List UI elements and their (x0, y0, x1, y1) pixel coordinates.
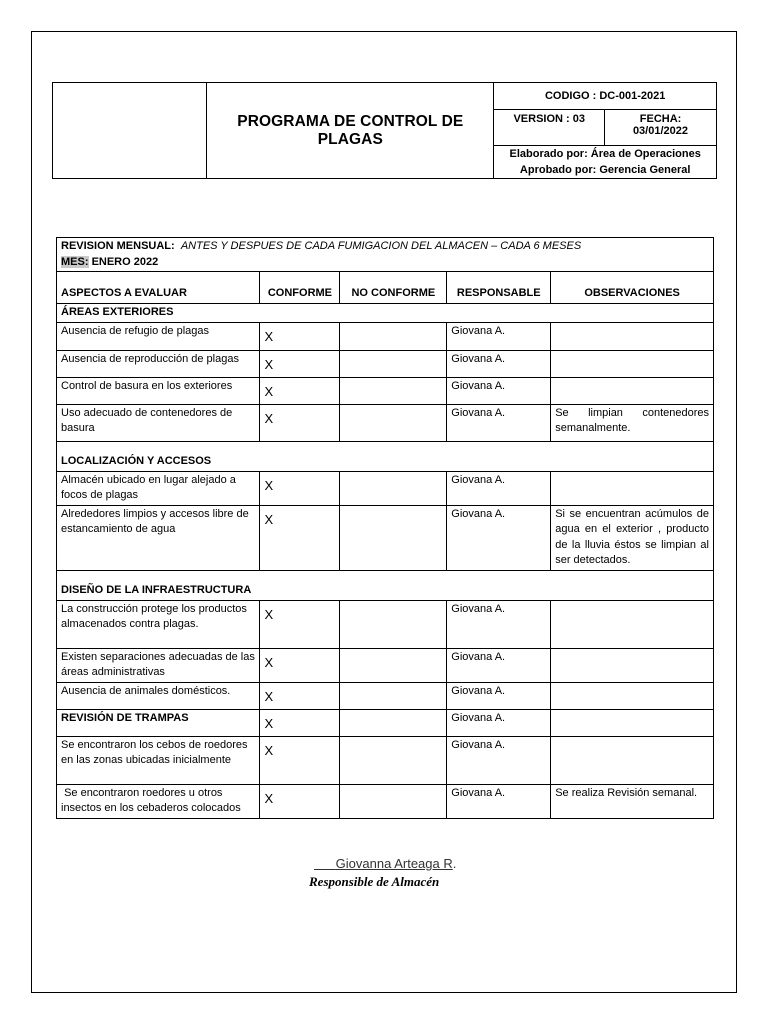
aspect-cell: Se encontraron roedores u otros insectos en los cebaderos colocados (57, 784, 260, 818)
observaciones-cell (551, 648, 714, 682)
responsable-cell: Giovana A. (447, 709, 551, 736)
aspect-cell: Existen separaciones adecuadas de las áreas administrativas (57, 648, 260, 682)
responsable-cell: Giovana A. (447, 648, 551, 682)
responsable-cell: Giovana A. (447, 471, 551, 505)
responsable-cell: Giovana A. (447, 505, 551, 570)
conforme-cell: X (260, 377, 340, 404)
no-conforme-cell (340, 600, 447, 648)
table-row (57, 600, 714, 648)
observaciones-cell (551, 682, 714, 709)
table-row (57, 322, 714, 350)
observaciones-cell (551, 322, 714, 350)
no-conforme-cell (340, 350, 447, 377)
document-version: VERSION : 03 (494, 110, 605, 146)
aspect-cell: Ausencia de animales domésticos. (57, 682, 260, 709)
conforme-cell: X (260, 350, 340, 377)
no-conforme-cell (340, 377, 447, 404)
aspect-cell: Control de basura en los exteriores (57, 377, 260, 404)
table-row (57, 648, 714, 682)
review-description: ANTES Y DESPUES DE CADA FUMIGACION DEL ALMACEN – CADA 6 MESES (180, 240, 582, 252)
no-conforme-cell (340, 682, 447, 709)
table-row (57, 350, 714, 377)
document-title: PROGRAMA DE CONTROL DE PLAGAS (207, 83, 494, 179)
table-row (57, 505, 714, 570)
date-value: 03/01/2022 (632, 125, 688, 137)
review-label: REVISION MENSUAL: (61, 240, 175, 252)
col-responsable: RESPONSABLE (447, 272, 551, 304)
observaciones-cell (551, 471, 714, 505)
conforme-cell: X (260, 322, 340, 350)
responsable-cell: Giovana A. (447, 736, 551, 784)
observaciones-cell (551, 736, 714, 784)
observaciones-cell: Se limpian contenedores semanalmente. (551, 404, 714, 441)
col-conforme: CONFORME (260, 272, 340, 304)
document-code: CODIGO : DC-001-2021 (494, 83, 717, 110)
aspect-cell: Ausencia de reproducción de plagas (57, 350, 260, 377)
conforme-cell: X (260, 471, 340, 505)
table-row (57, 784, 714, 818)
no-conforme-cell (340, 648, 447, 682)
column-header-row (57, 272, 714, 304)
observaciones-cell: Se realiza Revisión semanal. (551, 784, 714, 818)
table-row (57, 377, 714, 404)
responsable-cell: Giovana A. (447, 404, 551, 441)
observaciones-cell (551, 600, 714, 648)
document-header (52, 82, 717, 179)
no-conforme-cell (340, 736, 447, 784)
month-value: ENERO 2022 (91, 255, 159, 268)
table-row (57, 736, 714, 784)
responsable-cell: Giovana A. (447, 322, 551, 350)
aspect-cell: Se encontraron los cebos de roedores en las zonas ubicadas inicialmente (57, 736, 260, 784)
aspect-cell: Uso adecuado de contenedores de basura (57, 404, 260, 441)
observaciones-cell (551, 350, 714, 377)
date-label: FECHA: (639, 113, 682, 125)
signature-name-block: Giovanna Arteaga R. (335, 856, 457, 871)
review-header (57, 238, 714, 272)
section-title: ÁREAS EXTERIORES (57, 304, 714, 323)
aspect-cell: Ausencia de refugio de plagas (57, 322, 260, 350)
aspect-cell: Alrededores limpios y accesos libre de estancamiento de agua (57, 505, 260, 570)
conforme-cell: X (260, 709, 340, 736)
no-conforme-cell (340, 709, 447, 736)
col-aspects: ASPECTOS A EVALUAR (57, 272, 260, 304)
section-title: REVISIÓN DE TRAMPAS (57, 709, 260, 736)
observaciones-cell (551, 709, 714, 736)
conforme-cell: X (260, 736, 340, 784)
evaluation-table (56, 237, 714, 819)
responsable-cell: Giovana A. (447, 682, 551, 709)
observaciones-cell: Si se encuentran acúmulos de agua en el exterior , producto de la lluvia éstos se limpian al ser detectados. (551, 505, 714, 570)
table-row (57, 471, 714, 505)
col-observaciones: OBSERVACIONES (551, 272, 714, 304)
conforme-cell: X (260, 404, 340, 441)
no-conforme-cell (340, 505, 447, 570)
responsable-cell: Giovana A. (447, 600, 551, 648)
no-conforme-cell (340, 404, 447, 441)
conforme-cell: X (260, 784, 340, 818)
responsable-cell: Giovana A. (447, 377, 551, 404)
table-row (57, 709, 714, 736)
conforme-cell: X (260, 682, 340, 709)
month-label: MES: (61, 255, 89, 268)
aspect-cell: Almacén ubicado en lugar alejado a focos de plagas (57, 471, 260, 505)
no-conforme-cell (340, 784, 447, 818)
responsable-cell: Giovana A. (447, 784, 551, 818)
prepared-by: Elaborado por: Área de Operaciones (509, 148, 701, 160)
responsable-cell: Giovana A. (447, 350, 551, 377)
conforme-cell: X (260, 505, 340, 570)
no-conforme-cell (340, 322, 447, 350)
col-no-conforme: NO CONFORME (340, 272, 447, 304)
signature-role: Responsible de Almacén (309, 874, 440, 889)
observaciones-cell (551, 377, 714, 404)
logo-placeholder (53, 83, 207, 179)
aspect-cell: La construcción protege los productos almacenados contra plagas. (57, 600, 260, 648)
section-title: DISEÑO DE LA INFRAESTRUCTURA (57, 570, 714, 600)
document-authors (494, 146, 717, 179)
signature-name: Giovanna Arteaga R (335, 856, 453, 871)
no-conforme-cell (340, 471, 447, 505)
document-date (605, 110, 717, 146)
table-row (57, 682, 714, 709)
approved-by: Aprobado por: Gerencia General (519, 164, 691, 176)
table-row (57, 404, 714, 441)
conforme-cell: X (260, 600, 340, 648)
section-title: LOCALIZACIÓN Y ACCESOS (57, 441, 714, 471)
conforme-cell: X (260, 648, 340, 682)
